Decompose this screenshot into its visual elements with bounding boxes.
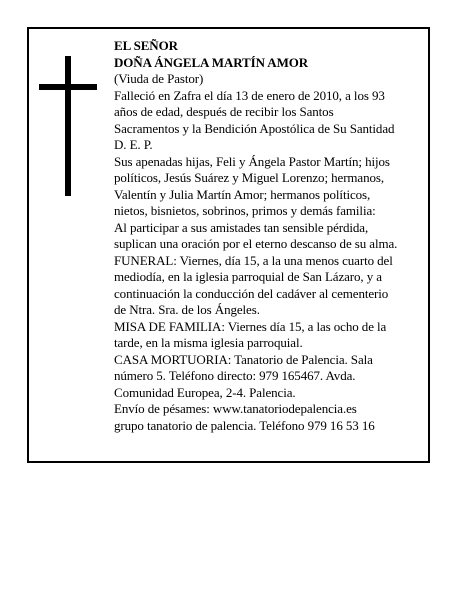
notice-line: FUNERAL: Viernes, día 15, a la una menos cuarto del [114, 252, 393, 268]
notice-line: de Ntra. Sra. de los Ángeles. [114, 302, 260, 317]
notice-line: años de edad, después de recibir los Santos [114, 104, 334, 119]
notice-line: mediodía, en la iglesia parroquial de San Lázaro, y a [114, 269, 382, 284]
cross-vertical-bar [65, 56, 71, 196]
notice-line: grupo tanatorio de palencia. Teléfono 979 16 53 16 [114, 417, 375, 433]
notice-heading: EL SEÑOR [114, 38, 178, 53]
notice-line: Valentín y Julia Martín Amor; hermanos políticos, [114, 186, 371, 202]
notice-line: Envío de pésames: www.tanatoriodepalencia.es [114, 401, 357, 416]
notice-line: MISA DE FAMILIA: Viernes día 15, a las ocho de la [114, 318, 387, 334]
notice-line: (Viuda de Pastor) [114, 71, 204, 86]
deceased-name: DOÑA ÁNGELA MARTÍN AMOR [114, 54, 309, 70]
notice-line: continuación la conducción del cadáver al cementerio [114, 285, 389, 301]
notice-line: Sus apenadas hijas, Feli y Ángela Pastor Martín; hijos [114, 153, 390, 169]
notice-line: número 5. Teléfono directo: 979 165467. Avda. [114, 368, 356, 383]
notice-line: Al participar a sus amistades tan sensible pérdida, [114, 219, 369, 235]
notice-line: políticos, Jesús Suárez y Miguel Lorenzo; hermanos, [114, 170, 385, 185]
notice-line: CASA MORTUORIA: Tanatorio de Palencia. Sala [114, 351, 373, 367]
notice-line: D. E. P. [114, 137, 153, 152]
cross-horizontal-bar [39, 84, 97, 90]
notice-line: suplican una oración por el eterno descanso de su alma. [114, 236, 398, 251]
obituary-text [114, 38, 422, 434]
notice-line: Sacramentos y la Bendición Apostólica de Su Santidad [114, 120, 395, 136]
notice-line: tarde, en la misma iglesia parroquial. [114, 335, 303, 350]
notice-line: Comunidad Europea, 2-4. Palencia. [114, 384, 296, 400]
notice-line: Falleció en Zafra el día 13 de enero de 2010, a los 93 [114, 87, 385, 103]
notice-line: nietos, bisnietos, sobrinos, primos y demás familia: [114, 203, 376, 218]
